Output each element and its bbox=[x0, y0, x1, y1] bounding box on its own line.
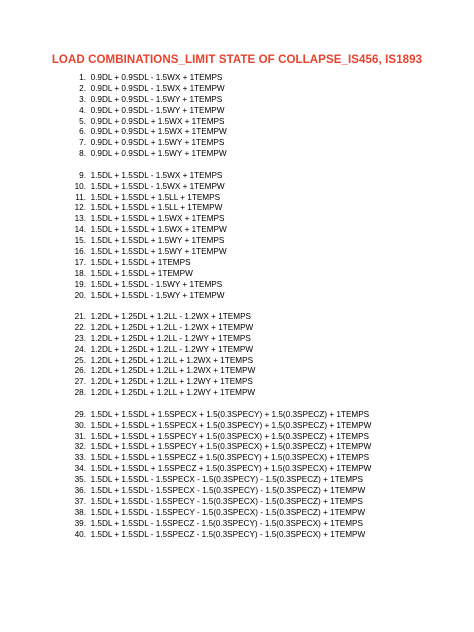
list-item bbox=[66, 182, 371, 193]
list-item-number: 3. bbox=[79, 94, 86, 104]
list-item-text: 1.2DL + 1.25DL + 1.2LL + 1.2WX + 1TEMPS bbox=[90, 355, 254, 365]
list-item-number: 25. bbox=[74, 355, 86, 365]
list-item-text: 1.5DL + 1.5SDL + 1.5WX + 1TEMPS bbox=[90, 214, 225, 224]
list-item bbox=[66, 519, 371, 530]
list-item bbox=[66, 127, 371, 138]
list-item-number: 40. bbox=[74, 529, 86, 539]
list-item-text: 1.2DL + 1.25DL + 1.2LL - 1.2WX + 1TEMPS bbox=[90, 312, 251, 321]
list-item-text: 0.9DL + 0.9SDL + 1.5WY + 1TEMPS bbox=[90, 138, 225, 148]
list-item-text: 1.5DL + 1.5SDL + 1.5SPECZ + 1.5(0.3SPECY) + 1.5(0.3SPECX) + 1TEMPS bbox=[90, 453, 370, 463]
combination-group bbox=[66, 171, 371, 302]
list-item-text: 1.5DL + 1.5SDL + 1.5SPECY + 1.5(0.3SPECX) + 1.5(0.3SPECZ) + 1TEMPS bbox=[90, 431, 370, 441]
list-item bbox=[66, 280, 371, 291]
list-item bbox=[66, 73, 371, 84]
list-item-text: 0.9DL + 0.9SDL - 1.5WY + 1TEMPW bbox=[90, 105, 225, 115]
list-item-text: 1.5DL + 1.5SDL + 1TEMPW bbox=[90, 268, 193, 278]
list-item-number: 12. bbox=[74, 203, 86, 213]
list-item-text: 0.9DL + 0.9SDL - 1.5WX + 1TEMPS bbox=[90, 73, 223, 82]
list-item-text: 1.5DL + 1.5SDL + 1.5SPECZ + 1.5(0.3SPECY) + 1.5(0.3SPECX) + 1TEMPW bbox=[90, 464, 372, 474]
list-item-number: 17. bbox=[74, 257, 86, 267]
list-item-number: 21. bbox=[74, 312, 86, 321]
list-item-text: 1.5DL + 1.5SDL + 1.5WX + 1TEMPW bbox=[90, 225, 227, 235]
list-item bbox=[66, 269, 371, 280]
list-item-number: 15. bbox=[74, 236, 86, 246]
list-item-number: 14. bbox=[74, 225, 86, 235]
list-item-text: 1.5DL + 1.5SDL - 1.5SPECZ - 1.5(0.3SPECY) - 1.5(0.3SPECX) + 1TEMPW bbox=[90, 529, 366, 539]
list-item bbox=[66, 432, 371, 443]
list-item bbox=[66, 291, 371, 302]
list-item-number: 39. bbox=[74, 518, 86, 528]
document-title: LOAD COMBINATIONS_LIMIT STATE OF COLLAPSE_IS456, IS1893 bbox=[51, 54, 423, 66]
list-item bbox=[66, 193, 371, 204]
list-item-number: 6. bbox=[79, 127, 86, 137]
list-item-text: 1.5DL + 1.5SDL - 1.5SPECX - 1.5(0.3SPECY) - 1.5(0.3SPECZ) + 1TEMPW bbox=[90, 485, 366, 495]
list-item bbox=[66, 247, 371, 258]
list-item-text: 1.5DL + 1.5SDL - 1.5SPECY - 1.5(0.3SPECX) - 1.5(0.3SPECZ) + 1TEMPW bbox=[90, 507, 366, 517]
list-item-number: 19. bbox=[74, 279, 86, 289]
list-item-text: 0.9DL + 0.9SDL + 1.5WX + 1TEMPS bbox=[90, 116, 225, 126]
list-item-number: 26. bbox=[74, 366, 86, 376]
list-item-number: 29. bbox=[74, 409, 86, 419]
list-item bbox=[66, 203, 371, 214]
list-item bbox=[66, 388, 371, 399]
list-item-number: 8. bbox=[79, 149, 86, 159]
list-item bbox=[66, 138, 371, 149]
list-item-number: 24. bbox=[74, 344, 86, 354]
list-item-text: 1.2DL + 1.25DL + 1.2LL + 1.2WY + 1TEMPW bbox=[90, 388, 256, 398]
list-item-number: 34. bbox=[74, 464, 86, 474]
list-item bbox=[66, 312, 371, 323]
list-item-number: 37. bbox=[74, 496, 86, 506]
list-item-text: 0.9DL + 0.9SDL + 1.5WX + 1TEMPW bbox=[90, 127, 227, 137]
list-item-text: 1.5DL + 1.5SDL + 1.5WY + 1TEMPS bbox=[90, 236, 225, 246]
list-item bbox=[66, 84, 371, 95]
list-item-number: 35. bbox=[74, 475, 86, 485]
list-item-number: 31. bbox=[74, 431, 86, 441]
list-item-text: 1.5DL + 1.5SDL + 1.5SPECX + 1.5(0.3SPECY) + 1.5(0.3SPECZ) + 1TEMPS bbox=[90, 409, 370, 419]
list-item-number: 10. bbox=[74, 181, 86, 191]
list-item-text: 0.9DL + 0.9SDL - 1.5WX + 1TEMPW bbox=[90, 83, 225, 93]
list-item-text: 1.2DL + 1.25DL + 1.2LL + 1.2WY + 1TEMPS bbox=[90, 377, 253, 387]
combination-group bbox=[66, 73, 371, 160]
list-item-text: 1.5DL + 1.5SDL + 1TEMPS bbox=[90, 257, 191, 267]
list-item-number: 16. bbox=[74, 246, 86, 256]
list-item-number: 23. bbox=[74, 333, 86, 343]
list-item-text: 1.5DL + 1.5SDL + 1.5LL + 1TEMPW bbox=[90, 203, 223, 213]
list-item bbox=[66, 171, 371, 182]
list-item bbox=[66, 334, 371, 345]
list-item-number: 13. bbox=[74, 214, 86, 224]
list-item bbox=[66, 225, 371, 236]
list-item-number: 22. bbox=[74, 322, 86, 332]
list-item-text: 1.5DL + 1.5SDL + 1.5WY + 1TEMPW bbox=[90, 246, 227, 256]
list-item-number: 32. bbox=[74, 442, 86, 452]
list-item-text: 1.5DL + 1.5SDL - 1.5WY + 1TEMPW bbox=[90, 290, 225, 300]
list-item-text: 1.5DL + 1.5SDL + 1.5LL + 1TEMPS bbox=[90, 192, 221, 202]
list-item bbox=[66, 475, 371, 486]
list-item-number: 20. bbox=[74, 290, 86, 300]
list-item bbox=[66, 95, 371, 106]
list-item-text: 1.5DL + 1.5SDL + 1.5SPECY + 1.5(0.3SPECX) + 1.5(0.3SPECZ) + 1TEMPW bbox=[90, 442, 372, 452]
list-item bbox=[66, 236, 371, 247]
list-item-number: 33. bbox=[74, 453, 86, 463]
list-item bbox=[66, 453, 371, 464]
load-combination-list bbox=[66, 73, 371, 551]
list-item-text: 1.2DL + 1.25DL + 1.2LL - 1.2WY + 1TEMPW bbox=[90, 344, 254, 354]
list-item bbox=[66, 356, 371, 367]
list-item bbox=[66, 486, 371, 497]
combination-group bbox=[66, 312, 371, 399]
list-item-text: 1.5DL + 1.5SDL + 1.5SPECX + 1.5(0.3SPECY) + 1.5(0.3SPECZ) + 1TEMPW bbox=[90, 420, 372, 430]
list-item-number: 4. bbox=[79, 105, 86, 115]
list-item bbox=[66, 345, 371, 356]
list-item-number: 18. bbox=[74, 268, 86, 278]
list-item-text: 1.2DL + 1.25DL + 1.2LL + 1.2WX + 1TEMPW bbox=[90, 366, 256, 376]
list-item-text: 1.5DL + 1.5SDL - 1.5WX + 1TEMPS bbox=[90, 170, 223, 180]
list-item-text: 1.5DL + 1.5SDL - 1.5WY + 1TEMPS bbox=[90, 279, 223, 289]
list-item bbox=[66, 410, 371, 421]
list-item bbox=[66, 442, 371, 453]
list-item-text: 1.5DL + 1.5SDL - 1.5WX + 1TEMPW bbox=[90, 181, 225, 191]
list-item-number: 28. bbox=[74, 388, 86, 398]
list-item-text: 1.5DL + 1.5SDL - 1.5SPECZ - 1.5(0.3SPECY) - 1.5(0.3SPECX) + 1TEMPS bbox=[90, 518, 363, 528]
list-item-text: 1.5DL + 1.5SDL - 1.5SPECX - 1.5(0.3SPECY) - 1.5(0.3SPECZ) + 1TEMPS bbox=[90, 475, 363, 485]
list-item-number: 7. bbox=[79, 138, 86, 148]
list-item-number: 38. bbox=[74, 507, 86, 517]
list-item bbox=[66, 497, 371, 508]
list-item bbox=[66, 258, 371, 269]
list-item-number: 11. bbox=[75, 192, 86, 202]
list-item bbox=[66, 149, 371, 160]
list-item-number: 9. bbox=[79, 170, 86, 180]
list-item bbox=[66, 106, 371, 117]
list-item bbox=[66, 464, 371, 475]
list-item-number: 1. bbox=[79, 73, 86, 82]
list-item-text: 0.9DL + 0.9SDL - 1.5WY + 1TEMPS bbox=[90, 94, 223, 104]
list-item-number: 30. bbox=[74, 420, 86, 430]
list-item bbox=[66, 508, 371, 519]
list-item bbox=[66, 377, 371, 388]
list-item-number: 2. bbox=[79, 83, 86, 93]
list-item bbox=[66, 323, 371, 334]
list-item-text: 0.9DL + 0.9SDL + 1.5WY + 1TEMPW bbox=[90, 149, 227, 159]
list-item bbox=[66, 421, 371, 432]
list-item-text: 1.5DL + 1.5SDL - 1.5SPECY - 1.5(0.3SPECX) - 1.5(0.3SPECZ) + 1TEMPS bbox=[90, 496, 363, 506]
list-item-text: 1.2DL + 1.25DL + 1.2LL - 1.2WX + 1TEMPW bbox=[90, 322, 254, 332]
list-item bbox=[66, 214, 371, 225]
list-item-number: 36. bbox=[74, 485, 86, 495]
list-item bbox=[66, 366, 371, 377]
list-item-number: 27. bbox=[74, 377, 86, 387]
list-item bbox=[66, 530, 371, 541]
list-item-text: 1.2DL + 1.25DL + 1.2LL - 1.2WY + 1TEMPS bbox=[90, 333, 251, 343]
list-item bbox=[66, 117, 371, 128]
combination-group bbox=[66, 410, 371, 541]
list-item-number: 5. bbox=[79, 116, 86, 126]
